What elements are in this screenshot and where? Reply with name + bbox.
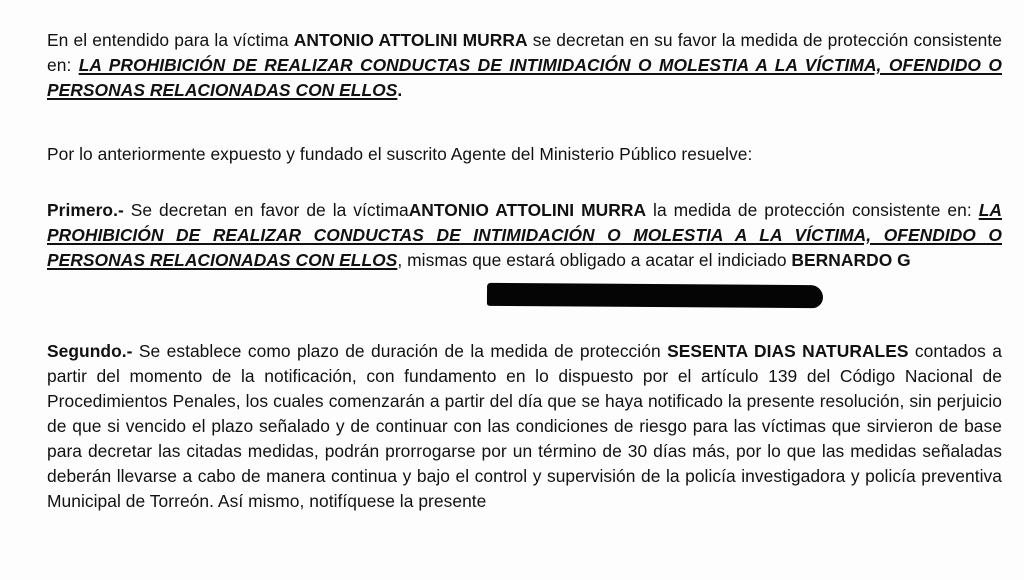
primero-heading: Primero.-	[47, 200, 124, 220]
paragraph-segundo	[47, 339, 1002, 514]
primero-text-3: , mismas que estará obligado a acatar el indiciado	[397, 250, 792, 270]
resolution-intro-text: Por lo anteriormente expuesto y fundado el suscrito Agente del Ministerio Público resuelve:	[47, 144, 753, 164]
protection-measure: LA PROHIBICIÓN DE REALIZAR CONDUCTAS DE INTIMIDACIÓN O MOLESTIA A LA VÍCTIMA, OFENDIDO O PERSONAS RELACIONADAS CON ELLOS	[47, 55, 1002, 100]
victim-name: ANTONIO ATTOLINI MURRA	[293, 30, 528, 50]
primero-protection-measure: LA PROHIBICIÓN DE REALIZAR CONDUCTAS DE INTIMIDACIÓN O MOLESTIA A LA VÍCTIMA, OFENDIDO O PERSONAS RELACIONADAS CON ELLOS	[47, 200, 1002, 270]
paragraph1-period: .	[397, 80, 403, 100]
primero-text-1: Se decretan en favor de la víctima	[123, 200, 409, 220]
segundo-heading: Segundo.-	[47, 341, 133, 361]
duration-term: SESENTA DIAS NATURALES	[667, 341, 909, 361]
paragraph-resolution-intro	[47, 142, 1002, 167]
accused-name: BERNARDO G	[791, 250, 911, 270]
paragraph1-text-2: se decretan en su favor la medida de protección consistente en:	[47, 30, 1002, 75]
paragraph-primero	[47, 198, 1002, 273]
paragraph-victim-measure	[47, 28, 1002, 103]
segundo-text-1: Se establece como plazo de duración de la medida de protección	[132, 341, 668, 361]
primero-text-2: la medida de protección consistente en:	[646, 200, 979, 220]
segundo-text-2: contados a partir del momento de la notificación, con fundamento en lo dispuesto por el artículo 139 del Código Nacional de Procedimientos Penales, los cuales comenzarán a partir del día que se haya notificado la presente resolución, sin perjuicio de que si vencido el plazo señalado y de continuar con las condiciones de riesgo para las víctimas que sirvieron de base para decretar las citadas medidas, podrán prorrogarse por un término de 30 días más, por lo que las medidas señaladas deberán llevarse a cabo de manera continua y bajo el control y supervisión de la policía investigadora y policía preventiva Municipal de Torreón. Así mismo, notifíquese la presente	[47, 341, 1003, 511]
paragraph1-text-1: En el entendido para la víctima	[47, 30, 294, 50]
primero-victim-name: ANTONIO ATTOLINI MURRA	[408, 200, 647, 220]
redaction-mark	[487, 283, 823, 308]
